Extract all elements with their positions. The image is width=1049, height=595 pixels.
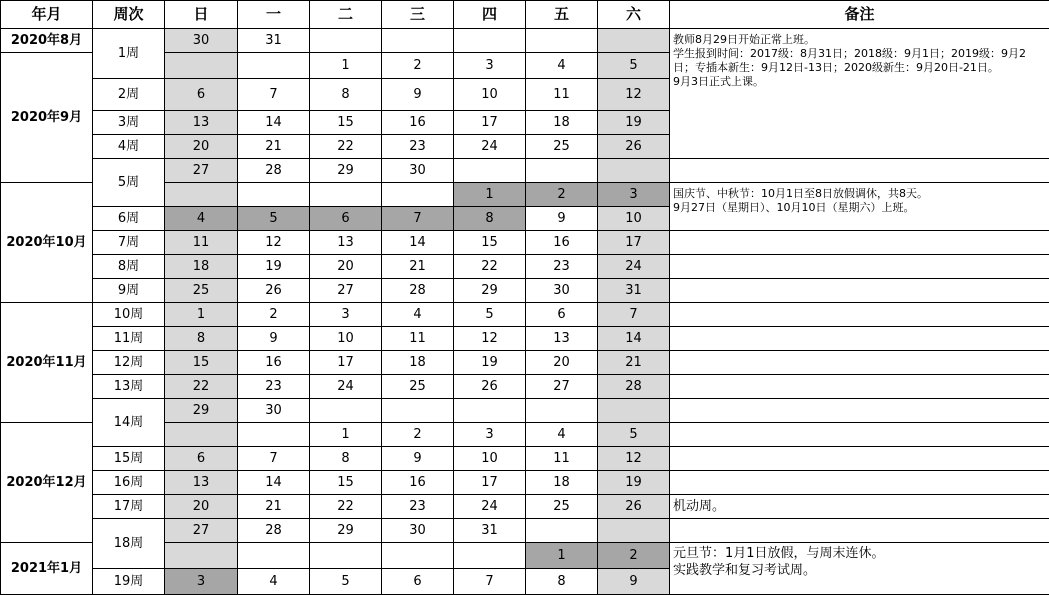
- day-cell: [165, 423, 238, 447]
- notes-empty: [670, 231, 1049, 255]
- week-label: 8周: [93, 255, 165, 279]
- day-cell: 19: [598, 471, 670, 495]
- day-cell: 1: [310, 53, 382, 79]
- day-cell: [526, 159, 598, 183]
- day-cell: 20: [526, 351, 598, 375]
- day-cell: 31: [598, 279, 670, 303]
- day-cell: 1: [310, 423, 382, 447]
- day-cell: 18: [382, 351, 454, 375]
- day-cell: [598, 399, 670, 423]
- day-cell: 14: [238, 111, 310, 135]
- day-cell: 1: [526, 543, 598, 569]
- day-cell: 22: [310, 135, 382, 159]
- week-label: 18周: [93, 519, 165, 569]
- day-cell: 4: [382, 303, 454, 327]
- day-cell: [526, 519, 598, 543]
- day-cell: 25: [526, 135, 598, 159]
- note-text: 国庆节、中秋节：10月1日至8日放假调休，共8天。: [673, 187, 928, 200]
- table-row: [1, 231, 1049, 255]
- day-cell: 23: [238, 375, 310, 399]
- week-label: 3周: [93, 111, 165, 135]
- day-cell: 26: [598, 135, 670, 159]
- day-cell: [165, 543, 238, 569]
- day-cell: [526, 29, 598, 53]
- day-cell: 24: [454, 495, 526, 519]
- day-cell: 17: [598, 231, 670, 255]
- table-row: [1, 303, 1049, 327]
- note-text: 9月3日正式上课。: [673, 75, 764, 88]
- day-cell: 31: [454, 519, 526, 543]
- day-cell: 26: [598, 495, 670, 519]
- day-cell: 6: [526, 303, 598, 327]
- notes-empty: [670, 423, 1049, 447]
- month-label: 2020年10月: [1, 183, 93, 303]
- notes-december: [670, 495, 1049, 519]
- day-cell: 20: [310, 255, 382, 279]
- day-cell: 29: [165, 399, 238, 423]
- day-cell: 23: [382, 135, 454, 159]
- day-cell: 27: [526, 375, 598, 399]
- day-cell: 8: [526, 569, 598, 595]
- day-cell: 14: [598, 327, 670, 351]
- day-cell: 30: [382, 159, 454, 183]
- day-cell: 7: [238, 79, 310, 111]
- day-cell: 21: [238, 495, 310, 519]
- day-cell: 24: [310, 375, 382, 399]
- notes-empty: [670, 279, 1049, 303]
- table-row: [1, 495, 1049, 519]
- table-row: [1, 327, 1049, 351]
- day-cell: 27: [165, 159, 238, 183]
- week-label: 4周: [93, 135, 165, 159]
- table-row: [1, 29, 1049, 53]
- header-month: 年月: [1, 1, 93, 29]
- day-cell: 28: [238, 519, 310, 543]
- note-text: 元旦节：1月1日放假，与周末连休。: [673, 546, 885, 561]
- notes-empty: [670, 447, 1049, 471]
- day-cell: [454, 159, 526, 183]
- table-row: [1, 399, 1049, 423]
- table-row: [1, 279, 1049, 303]
- month-label: 2021年1月: [1, 543, 93, 595]
- day-cell: 18: [165, 255, 238, 279]
- header-week: 周次: [93, 1, 165, 29]
- note-text: 9月27日（星期日）、10月10日（星期六）上班。: [673, 201, 915, 214]
- day-cell: [238, 423, 310, 447]
- week-label: 14周: [93, 399, 165, 447]
- day-cell: 19: [238, 255, 310, 279]
- day-cell: 9: [238, 327, 310, 351]
- day-cell: 29: [310, 519, 382, 543]
- header-day-fri: 五: [526, 1, 598, 29]
- day-cell: 12: [598, 79, 670, 111]
- day-cell: 8: [165, 327, 238, 351]
- day-cell: [598, 519, 670, 543]
- day-cell: 8: [310, 447, 382, 471]
- day-cell: 28: [238, 159, 310, 183]
- day-cell: 28: [598, 375, 670, 399]
- day-cell: 13: [165, 471, 238, 495]
- day-cell: 16: [382, 471, 454, 495]
- day-cell: 29: [454, 279, 526, 303]
- note-text: 教师8月29日开始正常上班。: [673, 33, 815, 46]
- day-cell: 17: [454, 471, 526, 495]
- week-label: 9周: [93, 279, 165, 303]
- day-cell: 19: [454, 351, 526, 375]
- table-row: [1, 159, 1049, 183]
- day-cell: 7: [238, 447, 310, 471]
- week-label: 12周: [93, 351, 165, 375]
- day-cell: [238, 183, 310, 207]
- notes-october: [670, 183, 1049, 231]
- day-cell: 27: [165, 519, 238, 543]
- day-cell: 10: [310, 327, 382, 351]
- week-label: 6周: [93, 207, 165, 231]
- day-cell: 18: [526, 471, 598, 495]
- month-label: 2020年11月: [1, 303, 93, 423]
- header-day-sat: 六: [598, 1, 670, 29]
- day-cell: 24: [598, 255, 670, 279]
- day-cell: 4: [526, 53, 598, 79]
- day-cell: 9: [598, 569, 670, 595]
- day-cell: 10: [454, 447, 526, 471]
- day-cell: 3: [310, 303, 382, 327]
- day-cell: 30: [382, 519, 454, 543]
- header-day-tue: 二: [310, 1, 382, 29]
- day-cell: 2: [382, 423, 454, 447]
- day-cell: 12: [454, 327, 526, 351]
- month-label: 2020年9月: [1, 53, 93, 183]
- month-label: 2020年12月: [1, 423, 93, 543]
- week-label: 5周: [93, 159, 165, 207]
- day-cell: 11: [382, 327, 454, 351]
- week-label: 15周: [93, 447, 165, 471]
- week-label: 10周: [93, 303, 165, 327]
- day-cell: 30: [238, 399, 310, 423]
- week-label: 17周: [93, 495, 165, 519]
- day-cell: 21: [238, 135, 310, 159]
- month-label: 2020年8月: [1, 29, 93, 53]
- day-cell: 23: [382, 495, 454, 519]
- day-cell: 23: [526, 255, 598, 279]
- day-cell: 22: [310, 495, 382, 519]
- day-cell: 5: [454, 303, 526, 327]
- day-cell: 7: [382, 207, 454, 231]
- day-cell: [165, 53, 238, 79]
- week-label: 7周: [93, 231, 165, 255]
- note-text: 机动周。: [673, 499, 726, 514]
- day-cell: 1: [165, 303, 238, 327]
- day-cell: [165, 183, 238, 207]
- day-cell: [310, 399, 382, 423]
- week-label: 1周: [93, 29, 165, 79]
- day-cell: 18: [526, 111, 598, 135]
- day-cell: 10: [454, 79, 526, 111]
- notes-empty: [670, 519, 1049, 543]
- day-cell: 4: [526, 423, 598, 447]
- day-cell: 20: [165, 495, 238, 519]
- day-cell: 14: [382, 231, 454, 255]
- header-day-sun: 日: [165, 1, 238, 29]
- notes-empty: [670, 351, 1049, 375]
- day-cell: 21: [598, 351, 670, 375]
- day-cell: 3: [165, 569, 238, 595]
- day-cell: 20: [165, 135, 238, 159]
- header-day-mon: 一: [238, 1, 310, 29]
- day-cell: 26: [238, 279, 310, 303]
- day-cell: 15: [454, 231, 526, 255]
- week-label: 16周: [93, 471, 165, 495]
- day-cell: 17: [310, 351, 382, 375]
- day-cell: [382, 183, 454, 207]
- day-cell: [454, 543, 526, 569]
- day-cell: [238, 543, 310, 569]
- day-cell: [310, 183, 382, 207]
- day-cell: 28: [382, 279, 454, 303]
- day-cell: 24: [454, 135, 526, 159]
- header-notes: 备注: [670, 1, 1049, 29]
- day-cell: 15: [310, 471, 382, 495]
- day-cell: 22: [165, 375, 238, 399]
- day-cell: 5: [598, 53, 670, 79]
- day-cell: 13: [526, 327, 598, 351]
- day-cell: 29: [310, 159, 382, 183]
- header-row: [1, 1, 1049, 29]
- day-cell: 26: [454, 375, 526, 399]
- day-cell: 2: [526, 183, 598, 207]
- notes-empty: [670, 399, 1049, 423]
- week-label: 2周: [93, 79, 165, 111]
- day-cell: 19: [598, 111, 670, 135]
- day-cell: 12: [238, 231, 310, 255]
- day-cell: 25: [382, 375, 454, 399]
- day-cell: 6: [165, 447, 238, 471]
- table-row: [1, 351, 1049, 375]
- day-cell: 6: [165, 79, 238, 111]
- day-cell: [382, 399, 454, 423]
- table-row: [1, 255, 1049, 279]
- day-cell: [382, 543, 454, 569]
- day-cell: 1: [454, 183, 526, 207]
- day-cell: [310, 543, 382, 569]
- day-cell: 30: [165, 29, 238, 53]
- day-cell: 10: [598, 207, 670, 231]
- day-cell: 2: [598, 543, 670, 569]
- header-day-thu: 四: [454, 1, 526, 29]
- day-cell: 8: [454, 207, 526, 231]
- day-cell: 9: [526, 207, 598, 231]
- day-cell: [238, 53, 310, 79]
- day-cell: 17: [454, 111, 526, 135]
- day-cell: 2: [238, 303, 310, 327]
- day-cell: 9: [382, 79, 454, 111]
- day-cell: 16: [238, 351, 310, 375]
- notes-september: [670, 29, 1049, 159]
- day-cell: 9: [382, 447, 454, 471]
- day-cell: 15: [165, 351, 238, 375]
- notes-january: [670, 543, 1049, 595]
- day-cell: 13: [165, 111, 238, 135]
- day-cell: 11: [526, 447, 598, 471]
- table-row: [1, 447, 1049, 471]
- day-cell: 5: [598, 423, 670, 447]
- day-cell: 14: [238, 471, 310, 495]
- notes-empty: [670, 327, 1049, 351]
- day-cell: 8: [310, 79, 382, 111]
- week-label: 13周: [93, 375, 165, 399]
- table-row: [1, 519, 1049, 543]
- day-cell: 2: [382, 53, 454, 79]
- day-cell: 4: [238, 569, 310, 595]
- header-day-wed: 三: [382, 1, 454, 29]
- day-cell: [526, 399, 598, 423]
- note-text: 实践教学和复习考试周。: [673, 563, 817, 578]
- day-cell: 22: [454, 255, 526, 279]
- day-cell: 21: [382, 255, 454, 279]
- day-cell: 6: [310, 207, 382, 231]
- day-cell: [598, 29, 670, 53]
- table-row: [1, 375, 1049, 399]
- day-cell: 4: [165, 207, 238, 231]
- day-cell: 27: [310, 279, 382, 303]
- day-cell: 6: [382, 569, 454, 595]
- day-cell: 11: [165, 231, 238, 255]
- day-cell: 7: [598, 303, 670, 327]
- day-cell: [454, 29, 526, 53]
- notes-empty: [670, 375, 1049, 399]
- day-cell: [454, 399, 526, 423]
- notes-empty: [670, 303, 1049, 327]
- day-cell: 3: [454, 423, 526, 447]
- day-cell: 25: [165, 279, 238, 303]
- day-cell: [598, 159, 670, 183]
- day-cell: 3: [598, 183, 670, 207]
- day-cell: 13: [310, 231, 382, 255]
- week-label: 19周: [93, 569, 165, 595]
- day-cell: 16: [382, 111, 454, 135]
- notes-empty: [670, 471, 1049, 495]
- day-cell: 7: [454, 569, 526, 595]
- table-row: [1, 471, 1049, 495]
- notes-empty: [670, 159, 1049, 183]
- day-cell: 12: [598, 447, 670, 471]
- notes-empty: [670, 255, 1049, 279]
- day-cell: 30: [526, 279, 598, 303]
- day-cell: 15: [310, 111, 382, 135]
- note-text: 学生报到时间：2017级：8月31日；2018级：9月1日；2019级：9月2日；专插本新生：9月12日-13日；2020级新生：9月20日-21日。: [673, 47, 1026, 74]
- day-cell: [310, 29, 382, 53]
- week-label: 11周: [93, 327, 165, 351]
- day-cell: 5: [238, 207, 310, 231]
- day-cell: 11: [526, 79, 598, 111]
- day-cell: 3: [454, 53, 526, 79]
- day-cell: 31: [238, 29, 310, 53]
- day-cell: 16: [526, 231, 598, 255]
- day-cell: 5: [310, 569, 382, 595]
- day-cell: 25: [526, 495, 598, 519]
- day-cell: [382, 29, 454, 53]
